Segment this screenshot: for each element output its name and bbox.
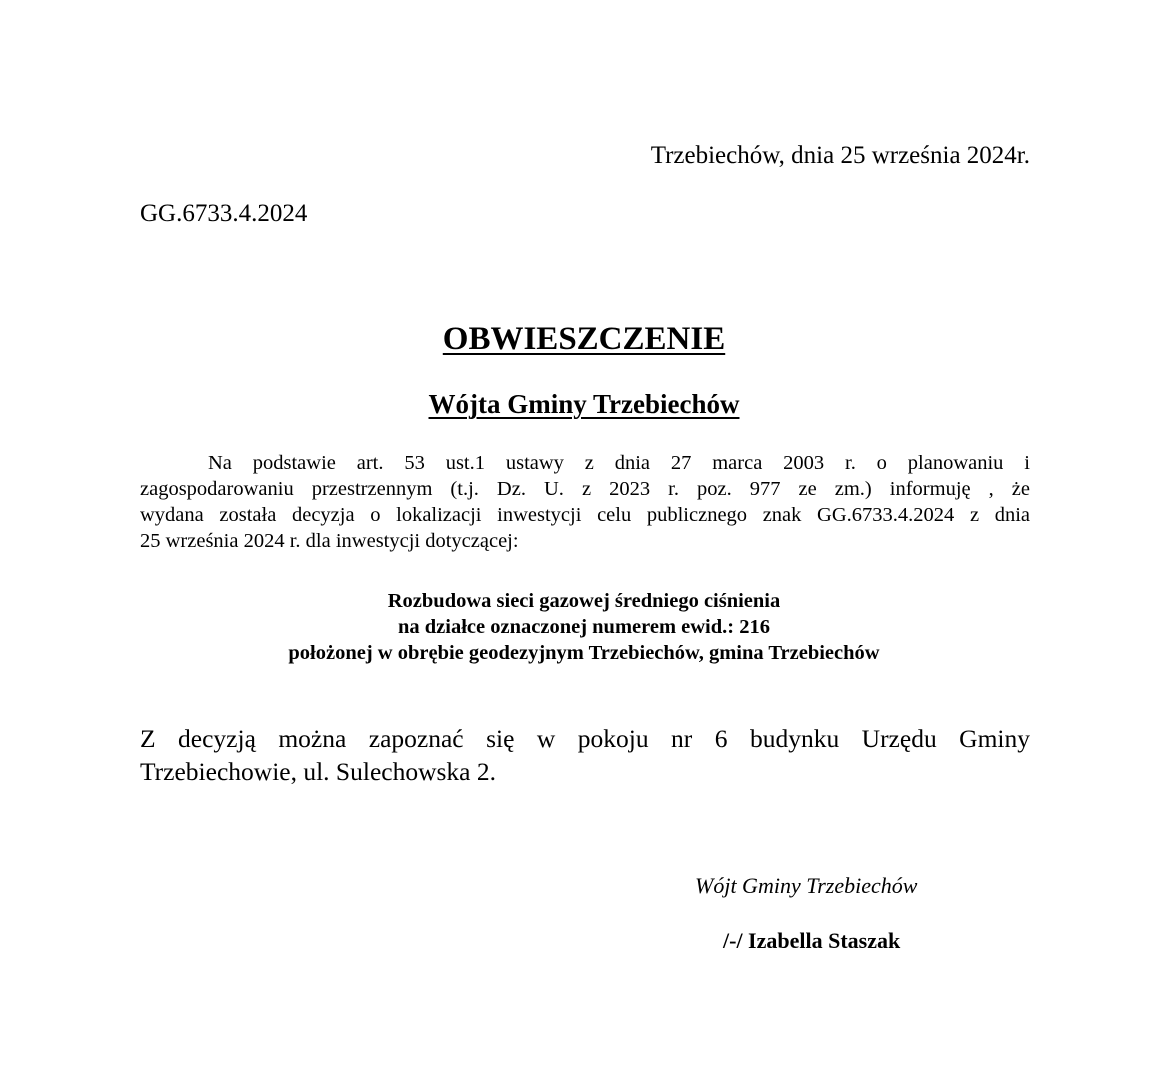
paragraph-line: wydana została decyzja o lokalizacji inwestycji celu publicznego znak GG.6733.4.2024 z dnia [140, 504, 1030, 526]
document-title: OBWIESZCZENIE [442, 321, 726, 357]
paragraph-line: Na podstawie art. 53 ust.1 ustawy z dnia 27 marca 2003 r. o planowaniu i [208, 452, 1030, 474]
inspection-info-paragraph [140, 722, 1030, 788]
paragraph-line: zagospodarowaniu przestrzennym (t.j. Dz. U. z 2023 r. poz. 977 ze zm.) informuję , że [140, 478, 1030, 500]
investment-line: Rozbudowa sieci gazowej średniego ciśnienia [387, 590, 781, 612]
signature-title: Wójt Gminy Trzebiechów [695, 873, 918, 898]
legal-basis-paragraph [140, 450, 1030, 554]
info-line: Z decyzją można zapoznać się w pokoju nr 6 budynku Urzędu Gminy [140, 724, 1030, 753]
investment-description [0, 588, 1168, 666]
investment-line: położonej w obrębie geodezyjnym Trzebiechów, gmina Trzebiechów [288, 642, 880, 664]
date-line: Trzebiechów, dnia 25 września 2024r. [650, 142, 1030, 169]
document-subtitle: Wójta Gminy Trzebiechów [428, 389, 740, 419]
info-line: Trzebiechowie, ul. Sulechowska 2. [140, 757, 496, 786]
investment-line: na działce oznaczonej numerem ewid.: 216 [398, 616, 770, 638]
signature-name: /-/ Izabella Staszak [723, 928, 901, 953]
paragraph-line: 25 września 2024 r. dla inwestycji dotyczącej: [140, 530, 519, 552]
reference-number: GG.6733.4.2024 [140, 200, 308, 227]
